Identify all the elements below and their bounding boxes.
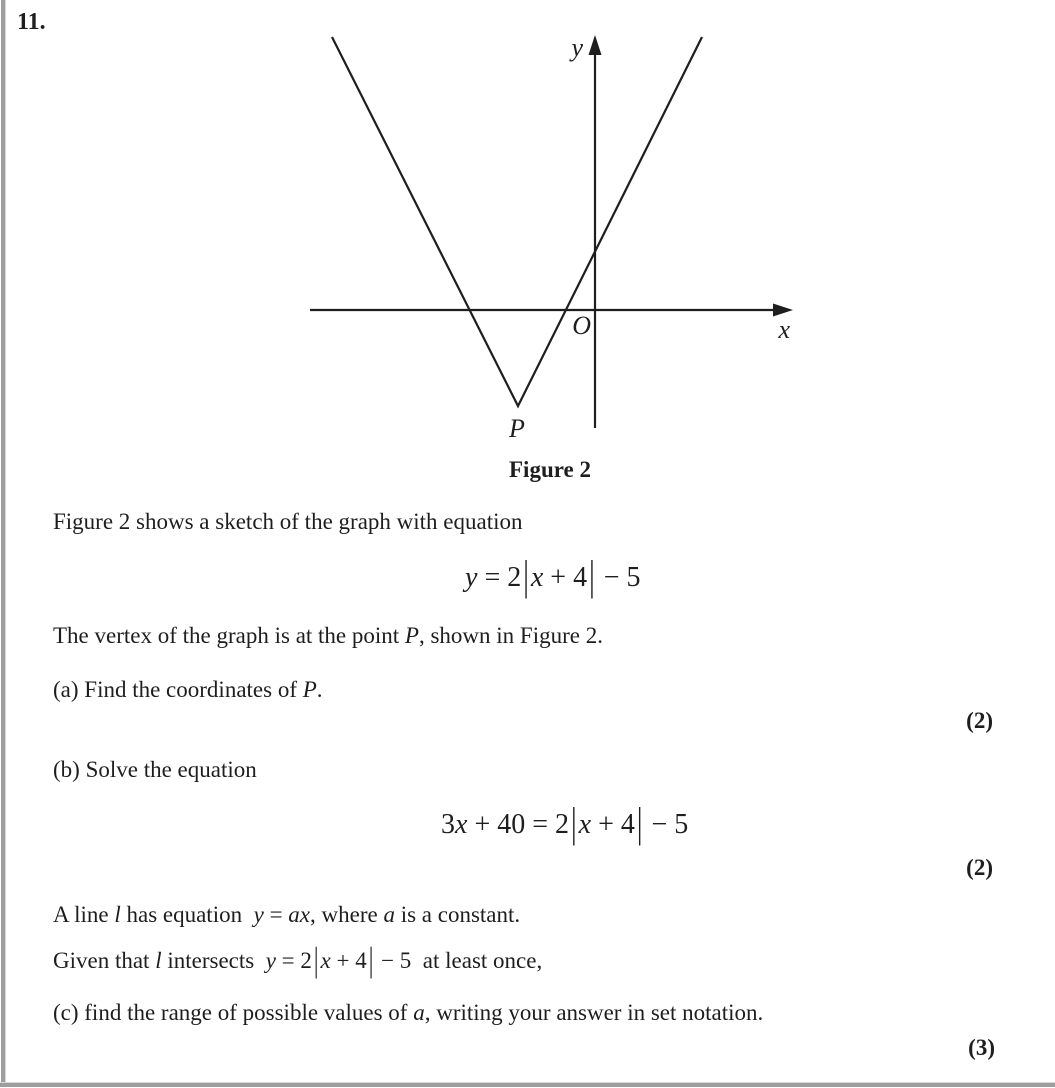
equation-part-b: 3x + 40 = 2|x + 4| − 5 xyxy=(441,800,689,847)
part-a-text: (a) Find the coordinates of P. xyxy=(53,677,323,702)
question-number: 11. xyxy=(17,9,46,35)
y-axis-arrowhead xyxy=(589,35,602,55)
figure-caption: Figure 2 xyxy=(509,457,591,482)
vertex-sentence: The vertex of the graph is at the point P, shown in Figure 2. xyxy=(53,623,603,648)
vertex-p-label: P xyxy=(509,414,525,443)
page-bottom-border xyxy=(0,1082,1055,1088)
part-b-text: (b) Solve the equation xyxy=(53,757,257,782)
figure-2-graph xyxy=(295,25,805,445)
part-b-marks: (2) xyxy=(966,855,993,880)
equation-main: y = 2|x + 4| − 5 xyxy=(465,553,641,600)
page-left-border xyxy=(0,0,6,1088)
part-a-marks: (2) xyxy=(966,708,993,733)
line-l-sentence: A line l has equation y = ax, where a is a constant. xyxy=(53,902,521,927)
x-axis-label: x xyxy=(778,315,790,344)
given-sentence: Given that l intersects y = 2|x + 4| − 5 at least once, xyxy=(53,940,543,979)
y-axis-label: y xyxy=(571,33,583,62)
origin-label: O xyxy=(572,311,591,340)
intro-sentence: Figure 2 shows a sketch of the graph with equation xyxy=(53,509,523,534)
part-c-text: (c) find the range of possible values of a, writing your answer in set notation. xyxy=(53,1000,764,1025)
part-c-marks: (3) xyxy=(968,1035,995,1060)
modulus-graph-curve xyxy=(332,37,702,406)
